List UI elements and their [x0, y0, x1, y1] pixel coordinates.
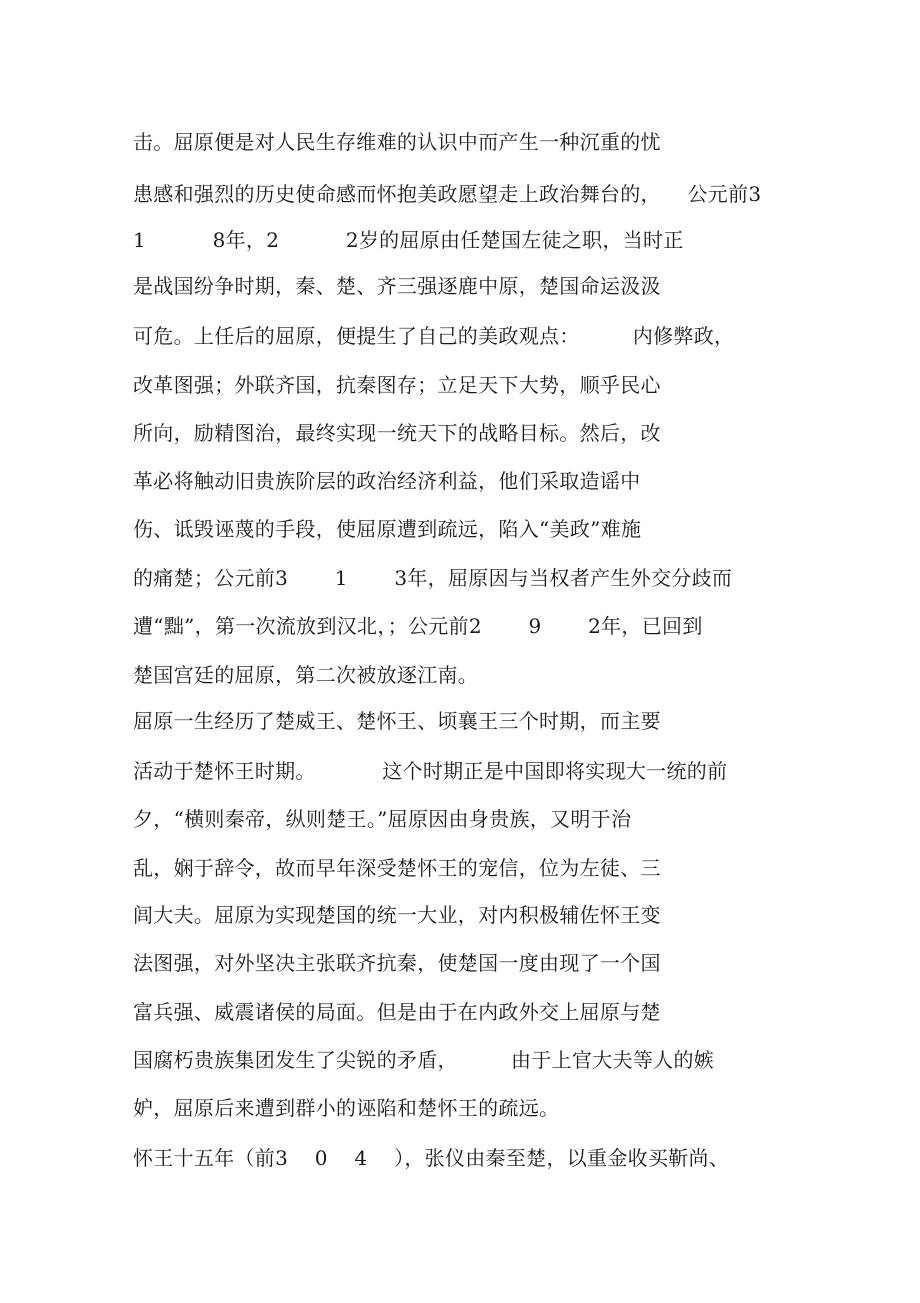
text-line: 怀王十五年（前3 0 4 ），张仪由秦至楚，以重金收买靳尚、 — [133, 1146, 730, 1170]
text-line: 伤、诋毁诬蔑的手段，使屈原遭到疏远，陷入“美政”难施 — [133, 517, 642, 541]
text-line: 妒，屈原后来遭到群小的诬陷和楚怀王的疏远。 — [133, 1096, 560, 1120]
text-line: 革必将触动旧贵族阶层的政治经济利益，他们采取造谣中 — [133, 469, 641, 493]
text-line: 富兵强、威震诸侯的局面。但是由于在内政外交上屈原与楚 — [133, 1000, 661, 1024]
text-line: 活动于楚怀王时期。 这个时期正是中国即将实现大一统的前 — [133, 759, 728, 783]
text-line: 击。屈原便是对人民生存维难的认识中而产生一种沉重的忧 — [133, 130, 661, 154]
text-line: 遭“黜”，第一次流放到汉北，；公元前2 9 2年，已回到 — [133, 614, 703, 638]
text-line: 所向，励精图治，最终实现一统天下的战略目标。然后，改 — [133, 421, 661, 445]
text-line: 的痛楚；公元前3 1 3年，屈原因与当权者产生外交分歧而 — [133, 566, 733, 590]
text-line: 屈原一生经历了楚威王、楚怀王、顷襄王三个时期，而主要 — [133, 709, 661, 733]
text-line: 乱，娴于辞令，故而早年深受楚怀王的宠信，位为左徒、三 — [133, 856, 661, 880]
text-line: 夕，“横则秦帝，纵则楚王。”屈原因由身贵族，又明于治 — [133, 807, 632, 831]
text-line: 可危。上任后的屈原，便提生了自己的美政观点： 内修弊政， — [133, 324, 735, 348]
text-line: 1 8年，2 2岁的屈原由任楚国左徒之职，当时正 — [133, 228, 684, 252]
text-line: 法图强，对外坚决主张联齐抗秦，使楚国一度由现了一个国 — [133, 951, 661, 975]
text-line: 患感和强烈的历史使命感而怀抱美政愿望走上政治舞台的， 公元前3 — [133, 182, 762, 206]
text-line: 国腐朽贵族集团发生了尖锐的矛盾， 由于上官大夫等人的嫉 — [133, 1048, 715, 1072]
text-line: 闾大夫。屈原为实现楚国的统一大业，对内积极辅佐怀王变 — [133, 903, 661, 927]
text-line: 楚国宫廷的屈原，第二次被放逐江南。 — [133, 663, 479, 687]
text-line: 是战国纷争时期，秦、楚、齐三强逐鹿中原，楚国命运汲汲 — [133, 274, 661, 298]
text-line: 改革图强；外联齐国，抗秦图存；立足天下大势，顺乎民心 — [133, 373, 661, 397]
